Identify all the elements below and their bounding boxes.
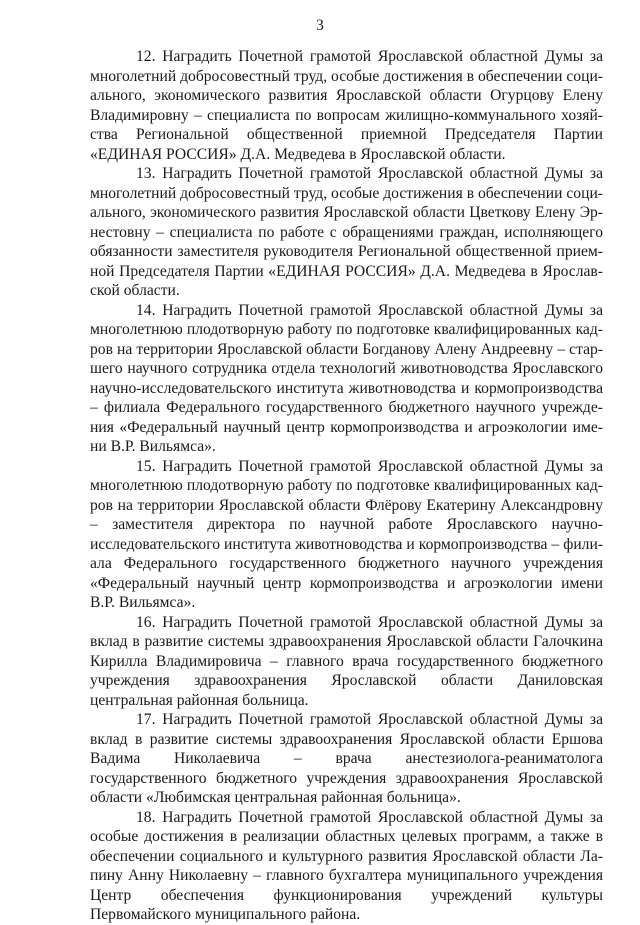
award-paragraph-12: 12. Наградить Почетной грамотой Ярославской областной Думы за многолетний добросовестный труд, особые достижения в обеспечении социального, экономического развития Ярославской области Огурцову Елену Владимировну – специалиста по вопросам жилищно-коммунального хозяйства Региональной общественной приемной Председателя Партии «ЕДИНАЯ РОССИЯ» Д.А. Медведева в Ярославской области.: [90, 48, 603, 163]
award-paragraph-16: 16. Наградить Почетной грамотой Ярославской областной Думы за вклад в развитие системы здравоохранения Ярославской области Галочкина Кирилла Владимировича – главного врача государственного бюджетного учреждения здравоохранения Ярославской области Даниловская центральная районная больница.: [90, 613, 603, 709]
document-body: [90, 47, 603, 925]
award-paragraph-13: 13. Наградить Почетной грамотой Ярославской областной Думы за многолетний добросовестный труд, особые достижения в обеспечении социального, экономического развития Ярославской области Цветкову Елену Эрнестовну – специалиста по работе с обращениями граждан, исполняющего обязанности заместителя руководителя Региональной общественной приемной Председателя Партии «ЕДИНАЯ РОССИЯ» Д.А. Медведева в Ярославской области.: [90, 165, 603, 299]
award-paragraph-18: 18. Наградить Почетной грамотой Ярославской областной Думы за особые достижения в реализации областных целевых программ, а также в обеспечении социального и культурного развития Ярославской области Лапину Анну Николаевну – главного бухгалтера муниципального учреждения Центр обеспечения функционирования учреждений культуры Первомайского муниципального района.: [90, 808, 603, 923]
award-paragraph-14: 14. Наградить Почетной грамотой Ярославской областной Думы за многолетнюю плодотворную работу по подготовке квалифицированных кадров на территории Ярославской области Богданову Алену Андреевну – старшего научного сотрудника отдела технологий животноводства Ярославского научно-исследовательского института животноводства и кормопроизводства – филиала Федерального государственного бюджетного научного учреждения «Федеральный научный центр кормопроизводства и агроэкологии имени В.Р. Вильямса».: [90, 301, 603, 455]
page-number: 3: [316, 17, 324, 34]
award-paragraph-15: 15. Наградить Почетной грамотой Ярославской областной Думы за многолетнюю плодотворную работу по подготовке квалифицированных кадров на территории Ярославской области Флёрову Екатерину Александровну – заместителя директора по научной работе Ярославского научно-исследовательского института животноводства и кормопроизводства – филиала Федерального государственного бюджетного научного учреждения «Федеральный научный центр кормопроизводства и агроэкологии имени В.Р. Вильямса».: [90, 457, 603, 611]
award-paragraph-17: 17. Наградить Почетной грамотой Ярославской областной Думы за вклад в развитие системы здравоохранения Ярославской области Ершова Вадима Николаевича – врача анестезиолога-реаниматолога государственного бюджетного учреждения здравоохранения Ярославской области «Любимская центральная районная больница».: [90, 711, 603, 806]
